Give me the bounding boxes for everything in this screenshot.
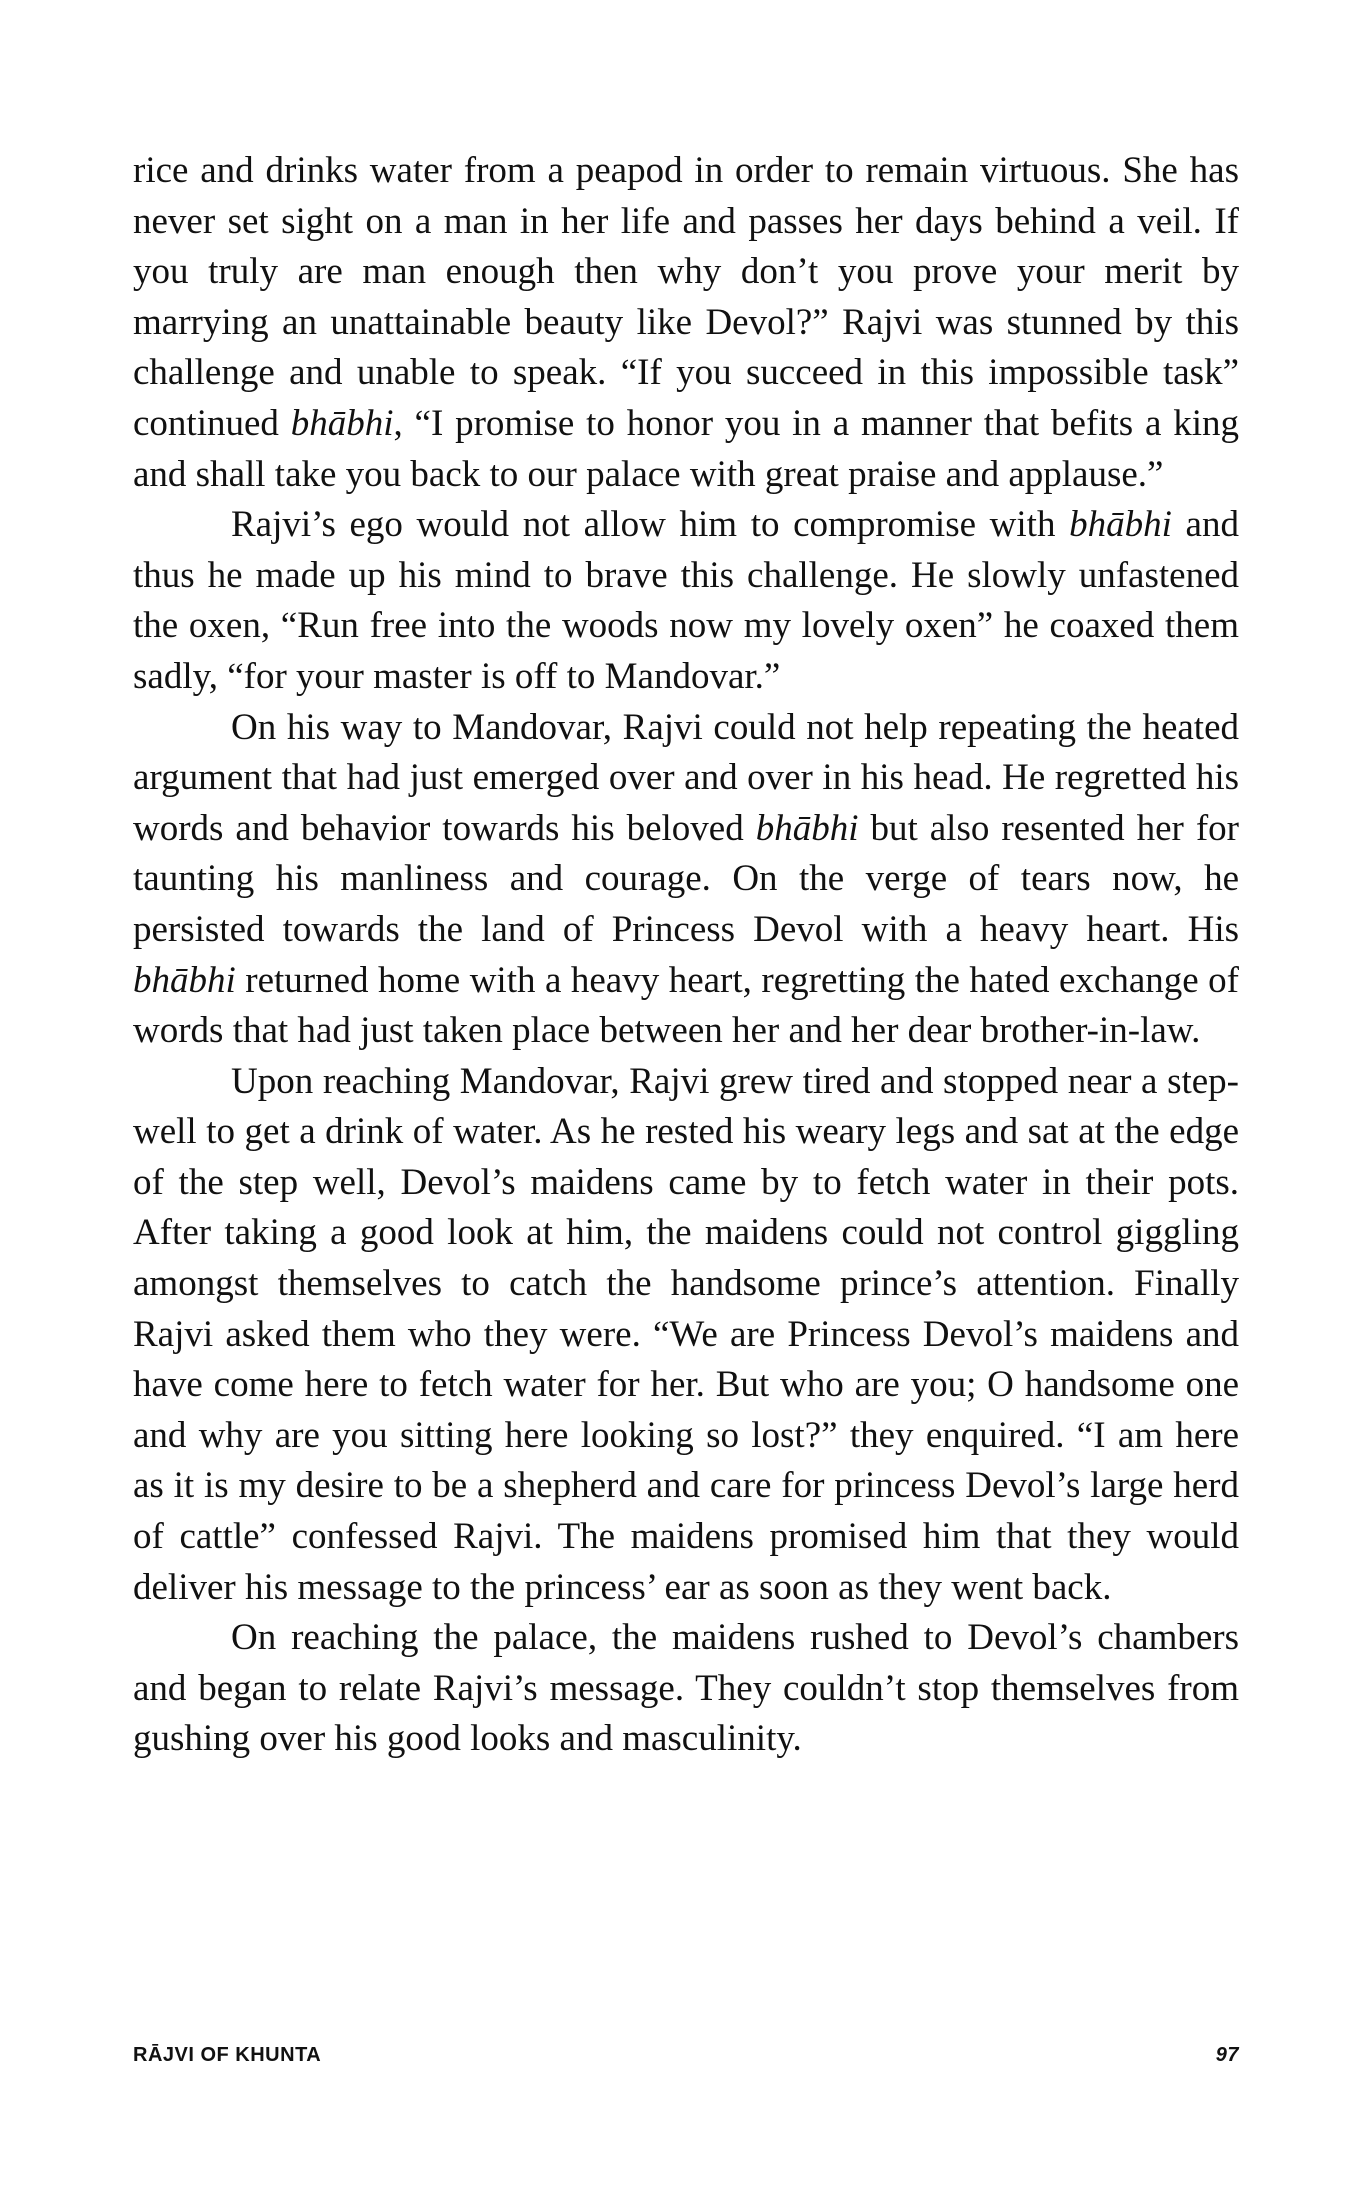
page-footer [133, 2044, 1239, 2074]
italic-term: bhābhi [755, 807, 859, 849]
text-run: rice and drinks water from a peapod in order to remain virtuous. She has never set sight on a man in her life and passes her days behind a veil. If you truly are man enough then why don’t you prove your merit by marrying an unattainable beauty like Devol?” Rajvi was stunned by this challenge and unable to speak. “If you succeed in this impossible task” continued [133, 150, 1239, 444]
italic-term: bhābhi [133, 959, 236, 1001]
body-text [133, 146, 1239, 1765]
book-page [133, 146, 1239, 2106]
text-run: and thus he made up his mind to brave this challenge. He slowly unfastened the oxen, “Run free into the woods now my lovely oxen” he coaxed them sadly, “for your master is off to Mandovar.” [133, 504, 1239, 697]
text-run: Rajvi’s ego would not allow him to compromise with [231, 504, 1070, 546]
italic-term: bhābhi [290, 402, 394, 444]
italic-term: bhābhi [1069, 504, 1172, 546]
running-head: RĀJVI OF KHUNTA [133, 2044, 322, 2066]
text-run: , “I promise to honor you in a manner that befits a king and shall take you back to our palace with great praise and applause.” [133, 402, 1239, 495]
paragraph-2 [133, 500, 1239, 702]
text-run: Upon reaching Mandovar, Rajvi grew tired and stopped near a step-well to get a drink of water. As he rested his weary legs and sat at the edge of the step well, Devol’s maidens came by to fetch water in their pots. After taking a good look at him, the maidens could not control giggling amongst themselves to catch the handsome prince’s attention. Finally Rajvi asked them who they were. “We are Princess Devol’s maidens and have come here to fetch water for her. But who are you; O handsome one and why are you sitting here looking so lost?” they enquired. “I am here as it is my desire to be a shepherd and care for princess Devol’s large herd of cattle” confessed Rajvi. The maidens promised him that they would deliver his message to the princess’ ear as soon as they went back. [133, 1060, 1239, 1608]
text-run: returned home with a heavy heart, regretting the hated exchange of words that had just taken place between her and her dear brother-in-law. [133, 959, 1239, 1052]
paragraph-3 [133, 703, 1239, 1057]
paragraph-1 [133, 146, 1239, 500]
paragraph-4 [133, 1057, 1239, 1614]
paragraph-5 [133, 1613, 1239, 1765]
text-run: On reaching the palace, the maidens rushed to Devol’s chambers and began to relate Rajvi’s message. They couldn’t stop themselves from gushing over his good looks and masculinity. [133, 1617, 1239, 1760]
text-run: On his way to Mandovar, Rajvi could not help repeating the heated argument that had just emerged over and over in his head. He regretted his words and behavior towards his beloved [133, 706, 1239, 849]
text-run: but also resented her for taunting his manliness and courage. On the verge of tears now, he persisted towards the land of Princess Devol with a heavy heart. His [133, 807, 1239, 950]
page-number: 97 [1215, 2044, 1239, 2066]
